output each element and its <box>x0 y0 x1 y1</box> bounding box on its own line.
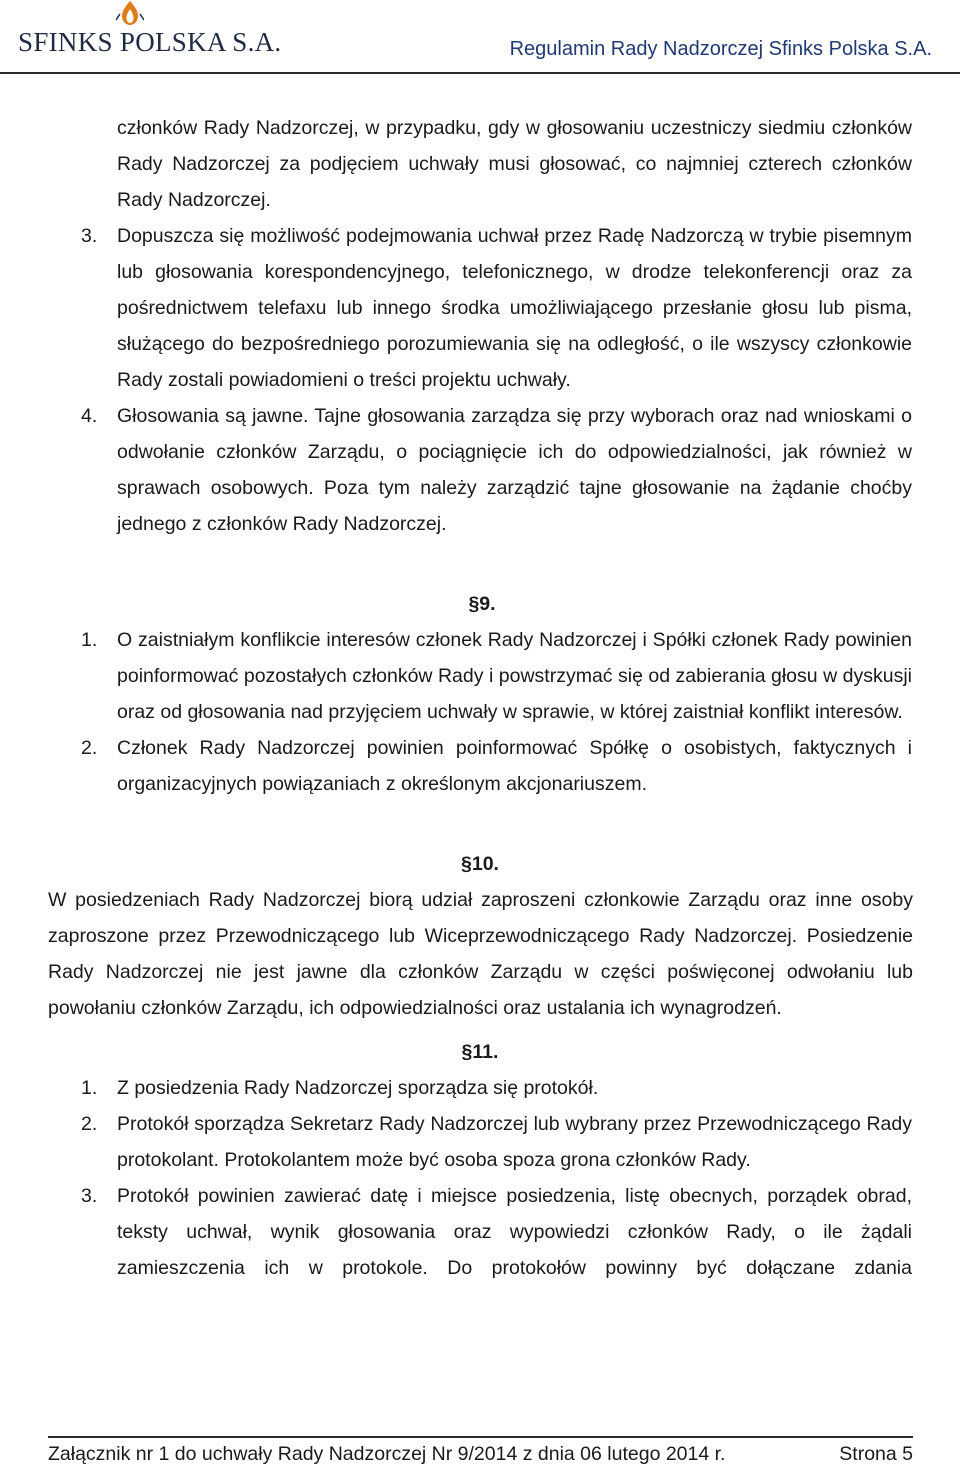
logo-wordmark: SFINKS POLSKA S.A. <box>18 27 282 57</box>
paragraph-continued: członków Rady Nadzorczej, w przypadku, gdy w głosowaniu uczestniczy siedmiu członków Rady Nadzorczej za podjęciem uchwały musi głosować, co najmniej czterech członków Rady Nadzorczej. <box>117 117 912 211</box>
list-number: 2. <box>81 737 98 759</box>
list-item <box>81 1070 912 1106</box>
header-divider <box>0 72 960 74</box>
list-text: Protokół powinien zawierać datę i miejsce posiedzenia, listę obecnych, porządek obrad, teksty uchwał, wynik głosowania oraz wypowiedzi członków Rady, o ile żądali zamieszczenia ich w protokole. Do protokołów powinny być dołączane zdania <box>117 1185 912 1279</box>
list-number: 2. <box>81 1113 98 1135</box>
footer-attachment-note: Załącznik nr 1 do uchwały Rady Nadzorczej Nr 9/2014 z dnia 06 lutego 2014 r. <box>48 1443 726 1465</box>
list-number: 1. <box>81 629 98 651</box>
footer-divider <box>48 1436 913 1438</box>
document-body <box>0 110 960 1286</box>
list-number: 3. <box>81 1185 98 1207</box>
list-item <box>81 1106 912 1178</box>
list-text: Dopuszcza się możliwość podejmowania uchwał przez Radę Nadzorczą w trybie pisemnym lub głosowania korespondencyjnego, telefonicznego, w drodze telekonferencji oraz za pośrednictwem telefaxu lub innego środka umożliwiającego przesłanie głosu lub pisma, służącego do bezpośredniego porozumiewania się na odległość, o ile wszyscy członkowie Rady zostali powiadomieni o treści projektu uchwały. <box>117 225 912 391</box>
list-item <box>81 398 912 542</box>
list-item <box>81 622 912 730</box>
section-10-paragraph: W posiedzeniach Rady Nadzorczej biorą udział zaproszeni członkowie Zarządu oraz inne osoby zaproszone przez Przewodniczącego lub Wiceprzewodniczącego Rady Nadzorczej. Posiedzenie Rady Nadzorczej nie jest jawne dla członków Zarządu w części poświęconej odwołaniu lub powołaniu członków Zarządu, ich odpowiedzialności oraz ustalania ich wynagrodzeń. <box>48 889 913 1019</box>
list-text: Z posiedzenia Rady Nadzorczej sporządza się protokół. <box>117 1077 599 1099</box>
company-logo <box>18 0 282 60</box>
list-number: 1. <box>81 1077 98 1099</box>
list-text: Protokół sporządza Sekretarz Rady Nadzorczej lub wybrany przez Przewodniczącego Rady protokolant. Protokolantem może być osoba spoza grona członków Rady. <box>117 1113 912 1171</box>
flame-icon <box>116 0 144 26</box>
document-title: Regulamin Rady Nadzorczej Sfinks Polska S.A. <box>509 38 932 60</box>
list-text: O zaistniałym konflikcie interesów członek Rady Nadzorczej i Spółki członek Rady powinien poinformować pozostałych członków Rady i powstrzymać się od zabierania głosu w dyskusji oraz od głosowania nad przyjęciem uchwały w sprawie, w której zaistniał konflikt interesów. <box>117 629 912 723</box>
list-text: Członek Rady Nadzorczej powinien poinformować Spółkę o osobistych, faktycznych i organizacyjnych powiązaniach z określonym akcjonariuszem. <box>117 737 912 795</box>
list-number: 4. <box>81 405 98 427</box>
page-header <box>0 0 960 78</box>
list-number: 3. <box>81 225 98 247</box>
page-number: Strona 5 <box>839 1443 913 1465</box>
list-item <box>81 1178 912 1286</box>
list-item <box>81 218 912 398</box>
section-heading-11: §11. <box>461 1041 499 1063</box>
list-item <box>81 730 912 802</box>
section-heading-9: §9. <box>468 593 496 615</box>
section-heading-10: §10. <box>461 853 499 875</box>
list-text: Głosowania są jawne. Tajne głosowania zarządza się przy wyborach oraz nad wnioskami o odwołanie członków Zarządu, o pociągnięcie ich do odpowiedzialności, jak również w sprawach osobowych. Poza tym należy zarządzić tajne głosowanie na żądanie choćby jednego z członków Rady Nadzorczej. <box>117 405 912 535</box>
